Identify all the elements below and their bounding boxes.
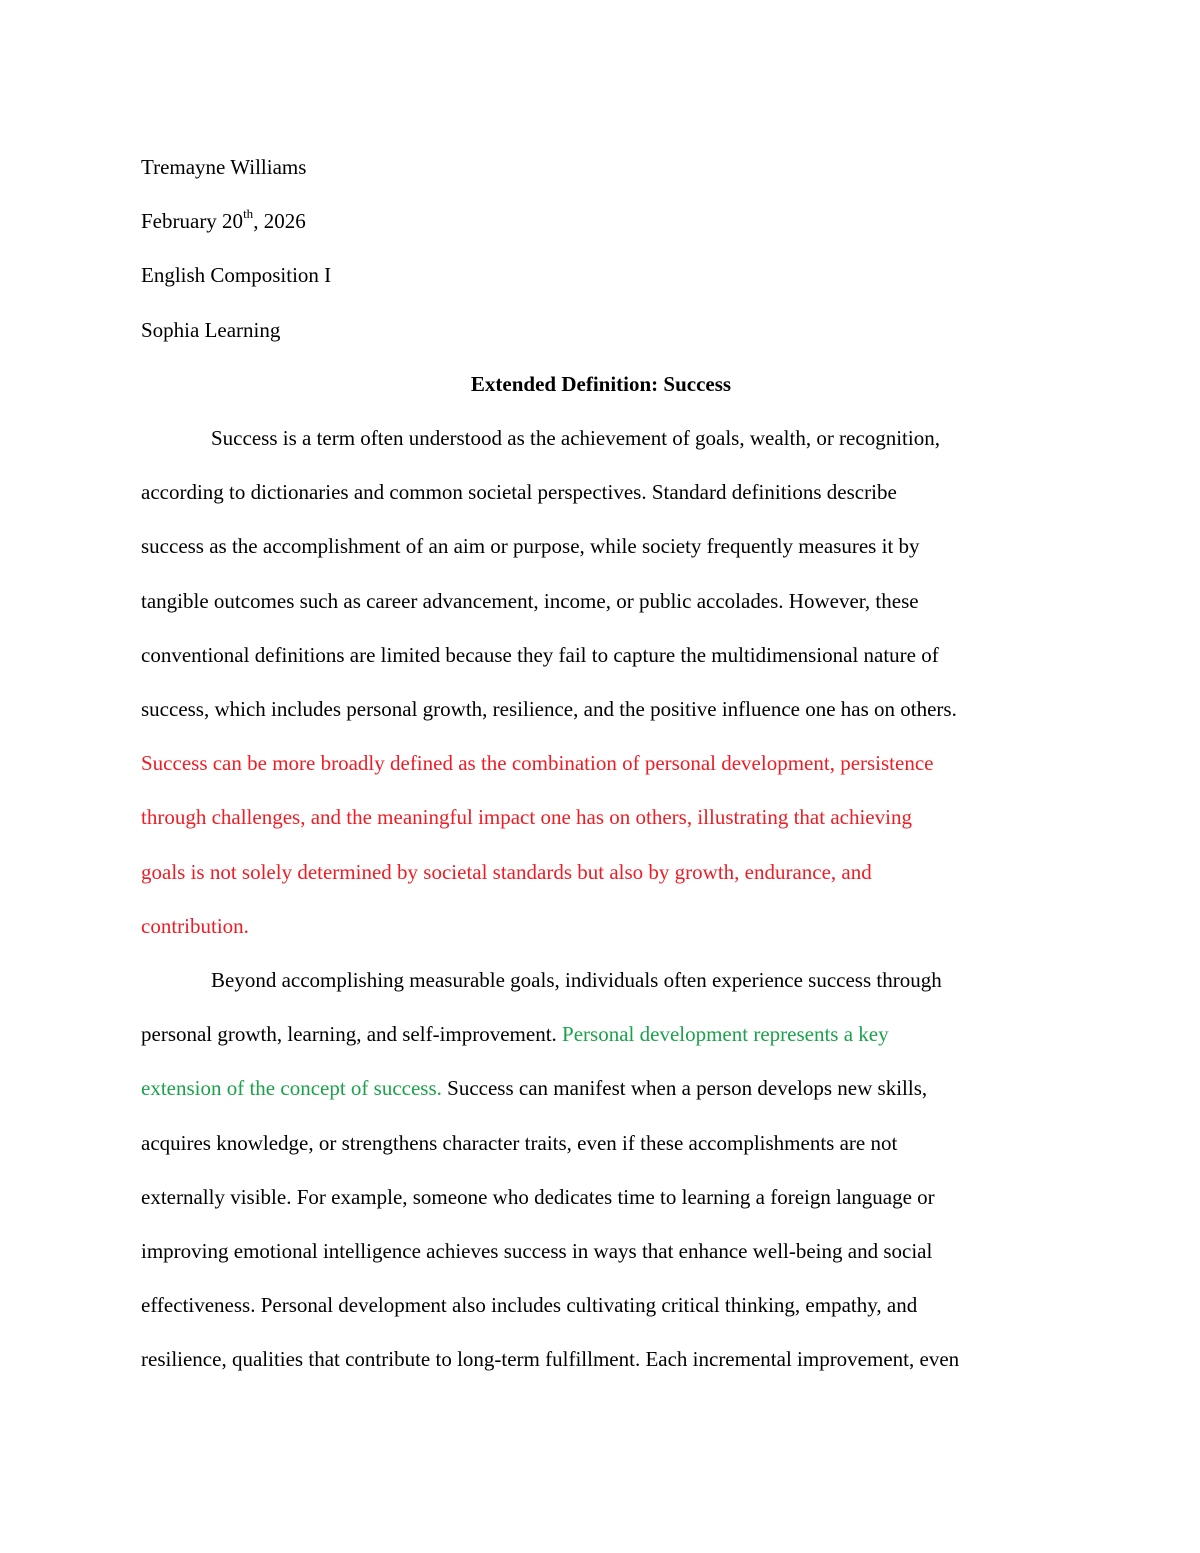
paragraph-line: Success is a term often understood as the achievement of goals, wealth, or recognition, — [211, 426, 940, 451]
paragraph-line: Beyond accomplishing measurable goals, individuals often experience success through — [211, 968, 942, 993]
paragraph-line: improving emotional intelligence achieves success in ways that enhance well-being and social — [141, 1239, 933, 1264]
essay-title: Extended Definition: Success — [470, 371, 732, 396]
topic-sentence: extension of the concept of success. — [141, 1076, 442, 1101]
document-body — [141, 140, 1061, 1387]
paragraph-line: success as the accomplishment of an aim or purpose, while society frequently measures it by — [141, 534, 920, 559]
paragraph-line: effectiveness. Personal development also includes cultivating critical thinking, empathy, and — [141, 1293, 918, 1318]
paragraph-line — [141, 1007, 1061, 1061]
paragraph-line: externally visible. For example, someone who dedicates time to learning a foreign language or — [141, 1184, 935, 1209]
paragraph-line — [141, 1061, 1061, 1115]
paragraph-line: according to dictionaries and common societal perspectives. Standard definitions describe — [141, 480, 897, 505]
institution-name: Sophia Learning — [141, 317, 281, 342]
date-text: February 20 — [141, 209, 244, 234]
paragraph-line: acquires knowledge, or strengthens character traits, even if these accomplishments are not — [141, 1130, 898, 1155]
paragraph-text: personal growth, learning, and self-improvement. — [141, 1022, 563, 1047]
thesis-line: contribution. — [141, 913, 249, 938]
thesis-line: Success can be more broadly defined as the combination of personal development, persistence — [141, 751, 934, 776]
paragraph-text: Success can manifest when a person develops new skills, — [441, 1076, 928, 1101]
paragraph-line: resilience, qualities that contribute to long-term fulfillment. Each incremental improvement, even — [141, 1347, 960, 1372]
paragraph-body-1 — [141, 953, 1061, 1387]
paragraph-line: success, which includes personal growth, resilience, and the positive influence one has on others. — [141, 697, 957, 722]
course-name: English Composition I — [141, 263, 332, 288]
author-name: Tremayne Williams — [141, 155, 307, 179]
thesis-line: through challenges, and the meaningful impact one has on others, illustrating that achieving — [141, 805, 912, 830]
thesis-line: goals is not solely determined by societal standards but also by growth, endurance, and — [141, 859, 872, 884]
topic-sentence: Personal development represents a key — [562, 1022, 889, 1047]
paragraph-line: conventional definitions are limited because they fail to capture the multidimensional nature of — [141, 642, 939, 667]
date-year: , 2026 — [253, 209, 306, 234]
date-ordinal: th — [243, 206, 254, 222]
paragraph-line: tangible outcomes such as career advancement, income, or public accolades. However, these — [141, 588, 919, 613]
paragraph-intro — [141, 411, 1061, 953]
date-line — [141, 194, 1061, 248]
